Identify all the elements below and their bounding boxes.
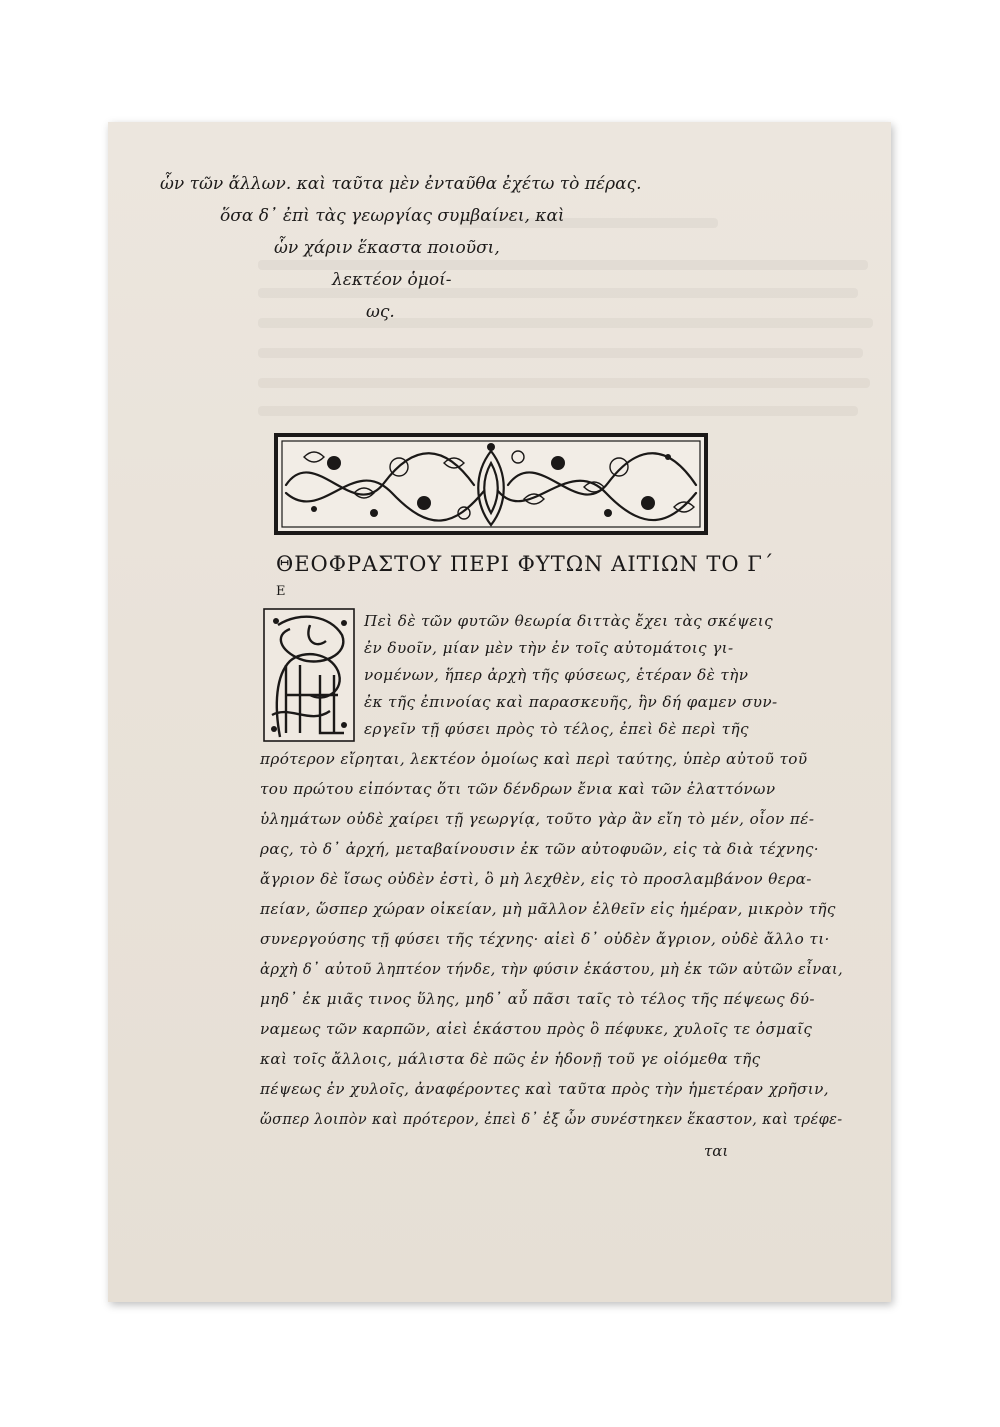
top-line-5: ως. (366, 302, 395, 322)
body-line: ἀρχὴ δ᾽ αὐτοῦ ληπτέον τήνδε, τὴν φύσιν ἑκάστου, μὴ ἐκ τῶν αὐτῶν εἶναι, (260, 960, 844, 978)
guide-letter: Ε (276, 584, 286, 599)
ornamental-headpiece (274, 433, 708, 535)
body-line: ἐν δυοῖν, μίαν μὲν τὴν ἐν τοῖς αὐτομάτοις γι- (364, 639, 734, 657)
body-line: πείαν, ὥσπερ χώραν οἰκείαν, μὴ μᾶλλον ἐλθεῖν εἰς ἡμέραν, μικρὸν τῆς (260, 900, 836, 918)
body-line: μηδ᾽ ἐκ μιᾶς τινος ὕλης, μηδ᾽ αὖ πᾶσι ταῖς τὸ τέλος τῆς πέψεως δύ- (260, 990, 815, 1008)
body-line: συνεργούσης τῇ φύσει τῆς τέχνης· αἰεὶ δ᾽ οὐδὲν ἄγριον, οὐδὲ ἄλλο τι· (260, 930, 830, 948)
body-line: καὶ τοῖς ἄλλοις, μάλιστα δὲ πῶς ἐν ἡδονῇ τοῦ γε οἰόμεθα τῆς (260, 1050, 761, 1068)
body-line: ρας, τὸ δ᾽ ἀρχή, μεταβαίνουσιν ἐκ τῶν αὐτοφυῶν, εἰς τὰ διὰ τέχνης· (260, 840, 819, 858)
body-line: πέψεως ἐν χυλοῖς, ἀναφέροντες καὶ ταῦτα πρὸς τὴν ἡμετέραν χρῆσιν, (260, 1080, 830, 1098)
body-line: πρότερον εἴρηται, λεκτέον ὁμοίως καὶ περὶ ταύτης, ὑπὲρ αὐτοῦ τοῦ (260, 750, 808, 768)
body-line: του πρώτου εἰπόντας ὅτι τῶν δένδρων ἔνια καὶ τῶν ἐλαττόνων (260, 780, 776, 798)
top-line-3: ὧν χάριν ἕκαστα ποιοῦσι, (274, 238, 500, 258)
book-page (108, 122, 891, 1302)
body-line: ὥσπερ λοιπὸν καὶ πρότερον, ἐπεὶ δ᾽ ἐξ ὧν συνέστηκεν ἕκαστον, καὶ τρέφε- (260, 1110, 843, 1128)
decorated-initial (260, 605, 358, 745)
body-line: ἐκ τῆς ἐπινοίας καὶ παρασκευῆς, ἣν δή φαμεν συν- (364, 693, 778, 711)
catchword: ται (704, 1142, 729, 1160)
top-line-4: λεκτέον ὁμοί- (332, 270, 452, 290)
body-line: ἄγριον δὲ ἴσως οὐδὲν ἐστὶ, ὃ μὴ λεχθὲν, εἰς τὸ προσλαμβάνον θερα- (260, 870, 812, 888)
body-line: ὑλημάτων οὐδὲ χαίρει τῇ γεωργίᾳ, τοῦτο γὰρ ἂν εἴη τὸ μέν, οἷον πέ- (260, 810, 815, 828)
body-line: ναμεως τῶν καρπῶν, αἰεὶ ἑκάστου πρὸς ὃ πέφυκε, χυλοῖς τε ὀσμαῖς (260, 1020, 813, 1038)
top-line-1: ὧν τῶν ἄλλων. καὶ ταῦτα μὲν ἐνταῦθα ἐχέτω τὸ πέρας. (160, 174, 642, 194)
body-line: Πεὶ δὲ τῶν φυτῶν θεωρία διττὰς ἔχει τὰς σκέψεις (364, 612, 774, 630)
body-line: νομένων, ἥπερ ἀρχὴ τῆς φύσεως, ἑτέραν δὲ τὴν (364, 666, 749, 684)
top-line-2: ὅσα δ᾽ ἐπὶ τὰς γεωργίας συμβαίνει, καὶ (220, 206, 565, 226)
body-line: εργεῖν τῇ φύσει πρὸς τὸ τέλος, ἐπεὶ δὲ περὶ τῆς (364, 720, 749, 738)
chapter-title: ΘΕΟΦΡΑΣΤΟΥ ΠΕΡΙ ΦΥΤΩΝ ΑΙΤΙΩΝ ΤΟ Γ΄ (276, 552, 775, 576)
